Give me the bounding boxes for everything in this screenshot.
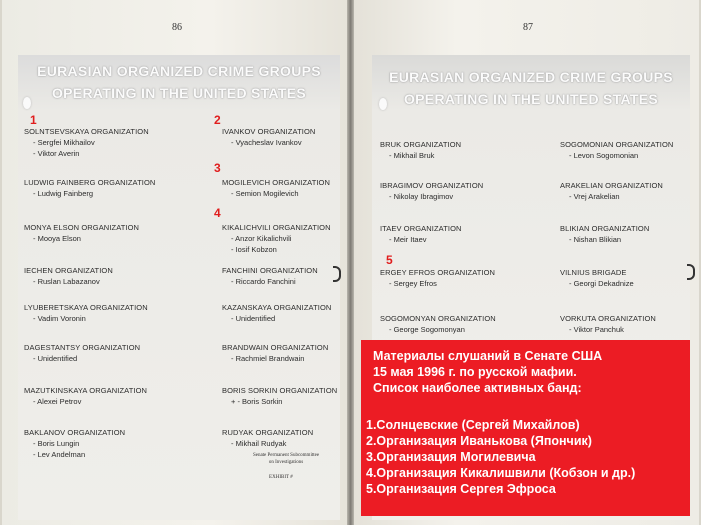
- book-gutter: [347, 0, 354, 525]
- red-annotation-box: [361, 340, 690, 516]
- organization-entry: [24, 385, 147, 407]
- organization-name: LYUBERETSKAYA ORGANIZATION: [24, 303, 148, 312]
- red-number-marker: 3: [214, 161, 221, 175]
- organization-name: IBRAGIMOV ORGANIZATION: [380, 181, 484, 190]
- organization-name: BAKLANOV ORGANIZATION: [24, 428, 126, 437]
- organization-name: BRUK ORGANIZATION: [380, 140, 462, 149]
- organization-entry: [560, 267, 634, 289]
- organization-name: ARAKELIAN ORGANIZATION: [560, 181, 663, 190]
- organization-member: - Mikhail Bruk: [389, 151, 435, 160]
- organization-member: - Vrej Arakelian: [569, 192, 620, 201]
- organization-entry: [560, 180, 663, 202]
- organization-entry: [24, 302, 148, 324]
- organization-name: ITAEV ORGANIZATION: [380, 224, 462, 233]
- organization-member: - Lev Andelman: [33, 450, 86, 459]
- organization-entry: [222, 385, 337, 407]
- organization-entry: [24, 177, 155, 199]
- annotation-list-item: 3.Организация Могилевича: [366, 450, 536, 464]
- organization-entry: [24, 222, 139, 244]
- organization-name: BORIS SORKIN ORGANIZATION: [222, 386, 338, 395]
- organization-entry: [380, 313, 496, 335]
- annotation-list-item: 5.Организация Сергея Эфроса: [366, 482, 556, 496]
- organization-member: - Meir Itaev: [389, 235, 427, 244]
- left-page-number: 86: [172, 22, 182, 33]
- title-line: OPERATING IN THE UNITED STATES: [403, 91, 658, 107]
- binder-clip: [333, 266, 341, 282]
- organization-member: - Vyacheslav Ivankov: [231, 138, 302, 147]
- red-number-marker: 4: [214, 206, 221, 220]
- organization-name: KIKALICHVILI ORGANIZATION: [222, 223, 331, 232]
- organization-name: VORKUTA ORGANIZATION: [560, 314, 656, 323]
- red-number-marker: 1: [30, 113, 37, 127]
- title-line: EURASIAN ORGANIZED CRIME GROUPS: [389, 69, 673, 85]
- organization-member: - Nikolay Ibragimov: [389, 192, 454, 201]
- organization-entry: [222, 342, 328, 364]
- organization-name: IVANKOV ORGANIZATION: [222, 127, 316, 136]
- organization-entry: [222, 222, 331, 255]
- annotation-line: 15 мая 1996 г. по русской мафии.: [373, 365, 577, 379]
- organization-entry: [222, 302, 331, 324]
- stamp-line: Senate Permanent Subcommittee: [252, 453, 320, 458]
- organization-member: - Sergey Efros: [389, 279, 437, 288]
- organization-member: - Mooya Elson: [33, 234, 81, 243]
- organization-entry: [222, 177, 330, 199]
- organization-name: RUDYAK ORGANIZATION: [222, 428, 314, 437]
- left-sheet-title: [18, 60, 340, 104]
- organization-entry: [24, 265, 113, 287]
- organization-entry: [380, 139, 461, 161]
- organization-member: - Georgi Dekadnize: [569, 279, 634, 288]
- organization-member: - Ludwig Fainberg: [33, 189, 94, 198]
- organization-name: BLIKIAN ORGANIZATION: [560, 224, 650, 233]
- organization-entry: [380, 180, 483, 202]
- organization-member: - Vadim Voronin: [33, 314, 86, 323]
- annotation-list-item: 4.Организация Кикалишвили (Кобзон и др.): [366, 466, 636, 480]
- organization-member: - Unidentified: [231, 314, 276, 323]
- organization-entry: [560, 223, 649, 245]
- organization-member: - George Sogomonyan: [389, 325, 465, 334]
- organization-member: - Viktor Averin: [33, 149, 80, 158]
- title-line: OPERATING IN THE UNITED STATES: [51, 85, 306, 101]
- organization-entry: [222, 265, 318, 287]
- organization-name: BRANDWAIN ORGANIZATION: [222, 343, 329, 352]
- organization-name: MAZUTKINSKAYA ORGANIZATION: [24, 386, 148, 395]
- annotation-line: Список наиболее активных банд:: [373, 381, 582, 395]
- binder-clip: [687, 264, 695, 280]
- organization-name: MONYA ELSON ORGANIZATION: [24, 223, 140, 232]
- organization-member: - Mikhail Rudyak: [231, 439, 287, 448]
- organization-member: + - Boris Sorkin: [231, 397, 283, 406]
- annotation-intro: [373, 348, 602, 396]
- organization-name: LUDWIG FAINBERG ORGANIZATION: [24, 178, 156, 187]
- organization-entry: [560, 313, 656, 335]
- organization-name: ERGEY EFROS ORGANIZATION: [380, 268, 496, 277]
- stamp-exhibit-line: [236, 472, 336, 481]
- organization-name: SOGOMONIAN ORGANIZATION: [560, 140, 674, 149]
- organization-member: - Riccardo Fanchini: [231, 277, 296, 286]
- right-page-number: 87: [523, 22, 533, 33]
- organization-name: IECHEN ORGANIZATION: [24, 266, 113, 275]
- organization-member: - Viktor Panchuk: [569, 325, 624, 334]
- organization-member: - Boris Lungin: [33, 439, 80, 448]
- organization-member: - Rachmiel Brandwain: [231, 354, 305, 363]
- stamp-line: EXHIBIT #: [269, 475, 293, 480]
- annotation-list-item: 1.Солнцевские (Сергей Михайлов): [366, 418, 580, 432]
- organization-name: DAGESTANTSY ORGANIZATION: [24, 343, 141, 352]
- organization-entry: [24, 427, 125, 460]
- organization-entry: [24, 342, 140, 364]
- organization-member: - Anzor Kikalichvili: [231, 234, 292, 243]
- organization-name: SOLNTSEVSKAYA ORGANIZATION: [24, 127, 149, 136]
- organization-entry: [222, 126, 315, 148]
- organization-member: - Ruslan Labazanov: [33, 277, 100, 286]
- organization-member: - Levon Sogomonian: [569, 151, 639, 160]
- red-number-marker: 5: [386, 253, 393, 267]
- title-line: EURASIAN ORGANIZED CRIME GROUPS: [37, 63, 321, 79]
- organization-entry: [560, 139, 673, 161]
- organization-name: SOGOMONYAN ORGANIZATION: [380, 314, 496, 323]
- organization-name: VILNIUS BRIGADE: [560, 268, 627, 277]
- organization-member: - Nishan Blikian: [569, 235, 622, 244]
- organization-entry: [380, 267, 495, 289]
- annotation-list: [366, 417, 635, 497]
- organization-member: - Unidentified: [33, 354, 78, 363]
- organization-member: - Sergfei Mikhailov: [33, 138, 95, 147]
- organization-member: - Iosif Kobzon: [231, 245, 277, 254]
- annotation-list-item: 2.Организация Иванькова (Япончик): [366, 434, 592, 448]
- organization-name: FANCHINI ORGANIZATION: [222, 266, 318, 275]
- organization-member: - Semion Mogilevich: [231, 189, 299, 198]
- organization-entry: [222, 427, 313, 449]
- annotation-line: Материалы слушаний в Сенате США: [373, 349, 603, 363]
- right-sheet-title: [372, 66, 690, 110]
- stamp-line: on Investigations: [268, 460, 304, 465]
- red-number-marker: 2: [214, 113, 221, 127]
- organization-member: - Alexei Petrov: [33, 397, 82, 406]
- senate-exhibit-stamp: [236, 452, 336, 481]
- organization-entry: [380, 223, 462, 245]
- organization-name: MOGILEVICH ORGANIZATION: [222, 178, 331, 187]
- organization-entry: [24, 126, 149, 159]
- organization-name: KAZANSKAYA ORGANIZATION: [222, 303, 332, 312]
